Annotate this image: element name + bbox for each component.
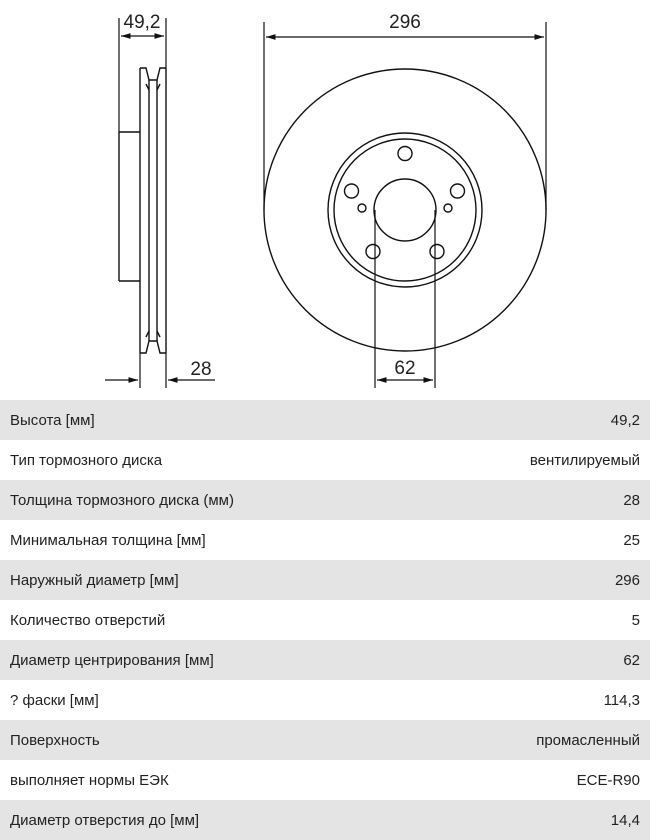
hat-outer-ring [328,133,482,287]
outer-diameter-dimension [264,22,546,210]
bolt-hole [430,245,444,259]
spec-row-hole-count [0,600,650,640]
outer-rim [264,69,546,351]
height-dimension-label: 49,2 [123,12,161,33]
spec-label: Количество отверстий [10,611,166,629]
front-view [264,69,546,351]
bolt-hole [451,184,465,198]
spec-label: Толщина тормозного диска (мм) [10,491,234,509]
thickness-dimension-label: 28 [190,359,212,380]
spec-value: 25 [623,531,640,549]
screw-hole [444,204,452,212]
bolt-hole [345,184,359,198]
bolt-hole [366,245,380,259]
spec-row-outer-diameter [0,560,650,600]
specs-table [0,400,650,840]
side-view [119,68,166,353]
spec-label: Наружный диаметр [мм] [10,571,179,589]
spec-label: Минимальная толщина [мм] [10,531,206,549]
spec-label: Диаметр отверстия до [мм] [10,811,200,829]
spec-value: вентилируемый [529,451,640,469]
center-bore-dimension-label: 62 [394,358,416,379]
spec-value: 296 [614,571,640,589]
spec-value: 5 [631,611,640,629]
spec-label: ? фаски [мм] [10,691,99,709]
spec-row-min-thickness [0,520,650,560]
spec-row-height [0,400,650,440]
outer-diameter-dimension-label: 296 [389,12,421,33]
spec-label: Тип тормозного диска [10,451,163,469]
spec-value: 49,2 [610,411,640,429]
spec-row-chamfer [0,680,650,720]
spec-value: 14,4 [610,811,640,829]
spec-row-thickness [0,480,650,520]
spec-row-ece-norms [0,760,650,800]
spec-value: 28 [623,491,640,509]
spec-value: промасленный [536,731,640,749]
spec-label: Поверхность [10,731,100,749]
spec-row-hole-diameter [0,800,650,840]
screw-hole [358,204,366,212]
bolt-hole [398,147,412,161]
spec-label: Высота [мм] [10,411,95,429]
spec-value: 114,3 [603,691,640,709]
center-bore [374,179,436,241]
brake-disc-drawing [0,0,650,400]
spec-row-centering-diameter [0,640,650,680]
spec-value: ECE-R90 [576,771,640,789]
spec-label: выполняет нормы ЕЭК [10,771,169,789]
spec-label: Диаметр центрирования [мм] [10,651,214,669]
spec-row-disc-type [0,440,650,480]
spec-value: 62 [623,651,640,669]
spec-row-surface [0,720,650,760]
